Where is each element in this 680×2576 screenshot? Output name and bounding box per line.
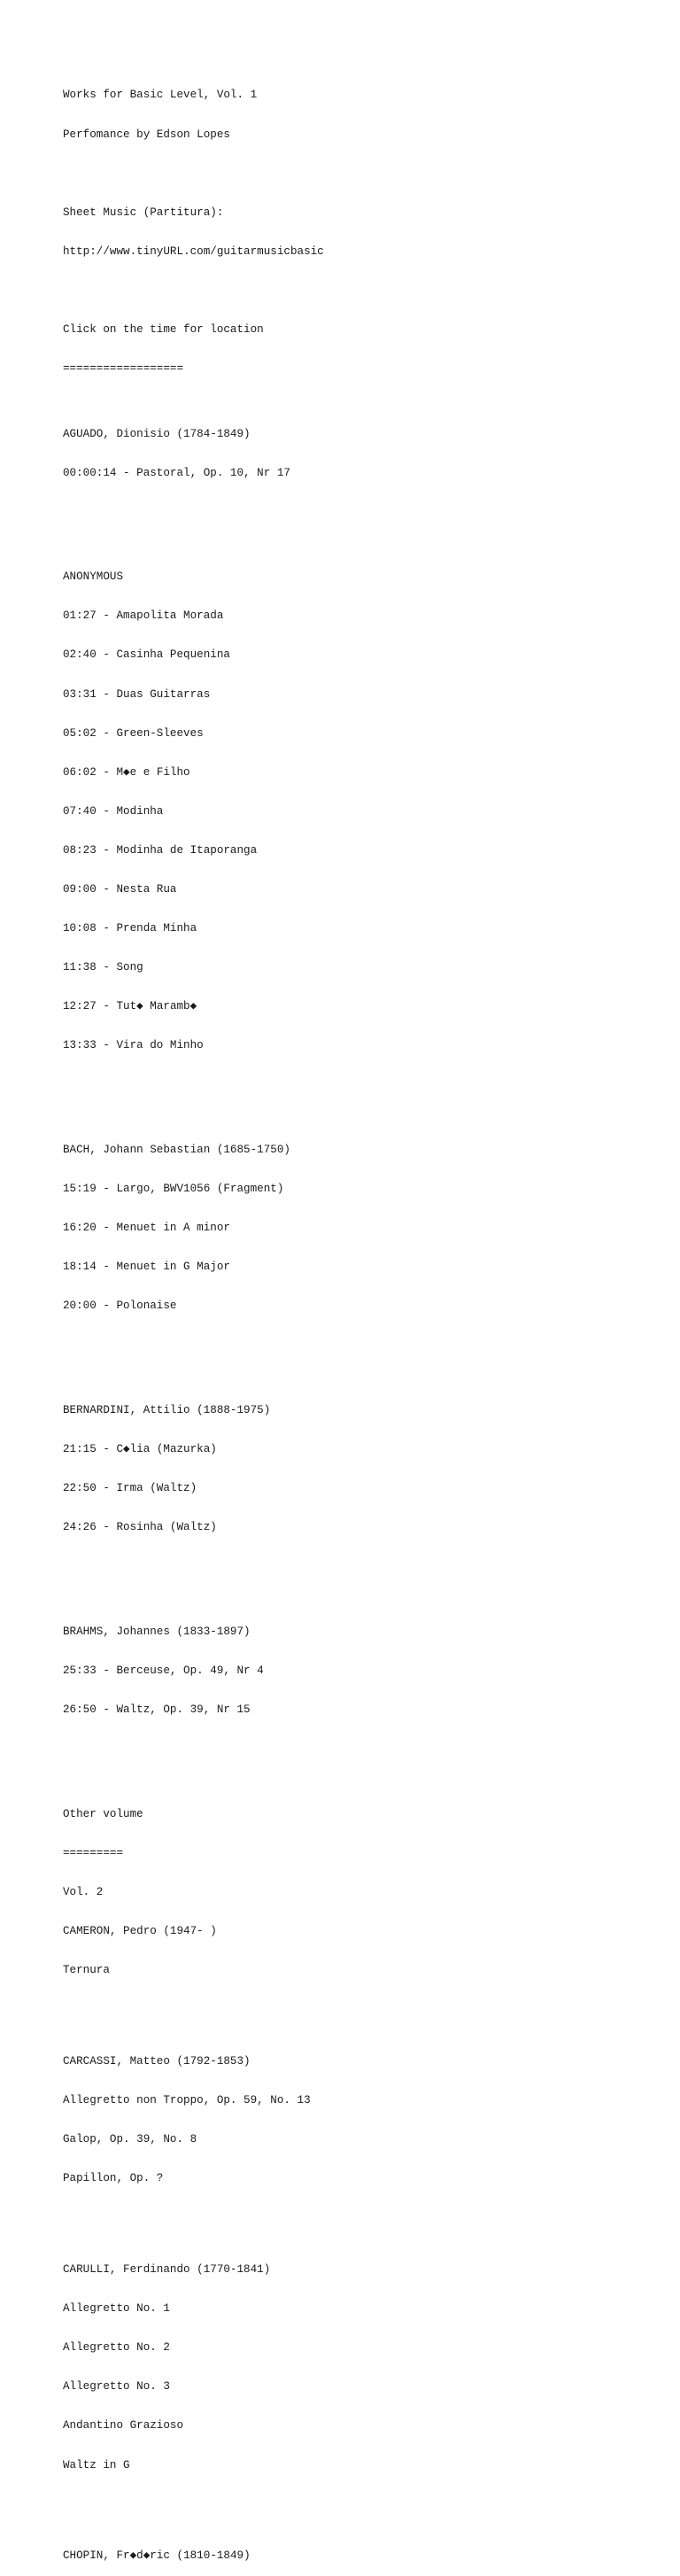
- track-item: 21:15 - C◆lia (Mazurka): [63, 1443, 217, 1456]
- track-item: 12:27 - Tut◆ Maramb◆: [63, 1000, 197, 1013]
- blank-line: [63, 167, 665, 181]
- other-volume-heading: Other volume: [63, 1807, 143, 1820]
- composer-heading: CARULLI, Ferdinando (1770-1841): [63, 2263, 271, 2277]
- track-item: 25:33 - Berceuse, Op. 49, Nr 4: [63, 1664, 264, 1677]
- composer-heading: BERNARDINI, Attilio (1888-1975): [63, 1403, 271, 1416]
- document-page: [63, 63, 665, 2576]
- document-title: Works for Basic Level, Vol. 1: [63, 89, 258, 102]
- volume-label: Vol. 2: [63, 1885, 104, 1898]
- work-item: Waltz in G: [63, 2458, 130, 2471]
- work-item: Galop, Op. 39, No. 8: [63, 2133, 197, 2146]
- work-item: Allegretto No. 2: [63, 2341, 170, 2355]
- composer-heading: CARCASSI, Matteo (1792-1853): [63, 2054, 251, 2068]
- track-item: 00:00:14 - Pastoral, Op. 10, Nr 17: [63, 466, 290, 479]
- work-item: Ternura: [63, 1963, 110, 1976]
- track-item: 07:40 - Modinha: [63, 804, 164, 818]
- composer-heading: CHOPIN, Fr◆d◆ric (1810-1849): [63, 2549, 251, 2563]
- work-item: Allegretto No. 3: [63, 2380, 170, 2394]
- track-item: 11:38 - Song: [63, 961, 143, 974]
- blank-line: [63, 2498, 665, 2511]
- track-item: 18:14 - Menuet in G Major: [63, 1261, 230, 1274]
- composer-heading: BRAHMS, Johannes (1833-1897): [63, 1625, 251, 1638]
- track-item: 10:08 - Prenda Minha: [63, 922, 197, 935]
- composer-heading: AGUADO, Dionisio (1784-1849): [63, 427, 251, 440]
- instruction-line: Click on the time for location: [63, 322, 264, 336]
- work-item: Papillon, Op. ?: [63, 2172, 164, 2185]
- track-item: 01:27 - Amapolita Morada: [63, 609, 224, 623]
- track-item: 22:50 - Irma (Waltz): [63, 1482, 197, 1495]
- blank-line: [63, 2211, 665, 2224]
- track-item: 09:00 - Nesta Rua: [63, 883, 177, 896]
- track-item: 02:40 - Casinha Pequenina: [63, 648, 230, 662]
- track-item: 06:02 - M◆e e Filho: [63, 765, 190, 779]
- track-item: 08:23 - Modinha de Itaporanga: [63, 843, 258, 857]
- track-item: 05:02 - Green-Sleeves: [63, 726, 204, 740]
- performer-line: Perfomance by Edson Lopes: [63, 128, 230, 141]
- sheet-music-label: Sheet Music (Partitura):: [63, 206, 224, 219]
- track-item: 20:00 - Polonaise: [63, 1300, 177, 1313]
- blank-line: [63, 1742, 665, 1756]
- track-item: 03:31 - Duas Guitarras: [63, 687, 211, 701]
- work-item: Allegretto non Troppo, Op. 59, No. 13: [63, 2093, 311, 2107]
- track-item: 15:19 - Largo, BWV1056 (Fragment): [63, 1183, 284, 1196]
- sheet-music-url: http://www.tinyURL.com/guitarmusicbasic: [63, 244, 324, 258]
- track-item: 16:20 - Menuet in A minor: [63, 1222, 230, 1235]
- work-item: Allegretto No. 1: [63, 2302, 170, 2316]
- track-item: 24:26 - Rosinha (Waltz): [63, 1521, 217, 1534]
- composer-heading: ANONYMOUS: [63, 570, 124, 584]
- work-item: Andantino Grazioso: [63, 2419, 184, 2432]
- blank-line: [63, 1560, 665, 1573]
- separator-line: ==================: [63, 362, 184, 376]
- track-item: 26:50 - Waltz, Op. 39, Nr 15: [63, 1703, 251, 1716]
- blank-line: [63, 1338, 665, 1352]
- blank-line: [63, 506, 665, 519]
- composer-heading: CAMERON, Pedro (1947- ): [63, 1924, 217, 1937]
- blank-line: [63, 1078, 665, 1091]
- blank-line: [63, 2003, 665, 2016]
- composer-heading: BACH, Johann Sebastian (1685-1750): [63, 1143, 290, 1156]
- blank-line: [63, 284, 665, 298]
- track-item: 13:33 - Vira do Minho: [63, 1039, 204, 1052]
- separator-line: =========: [63, 1846, 124, 1859]
